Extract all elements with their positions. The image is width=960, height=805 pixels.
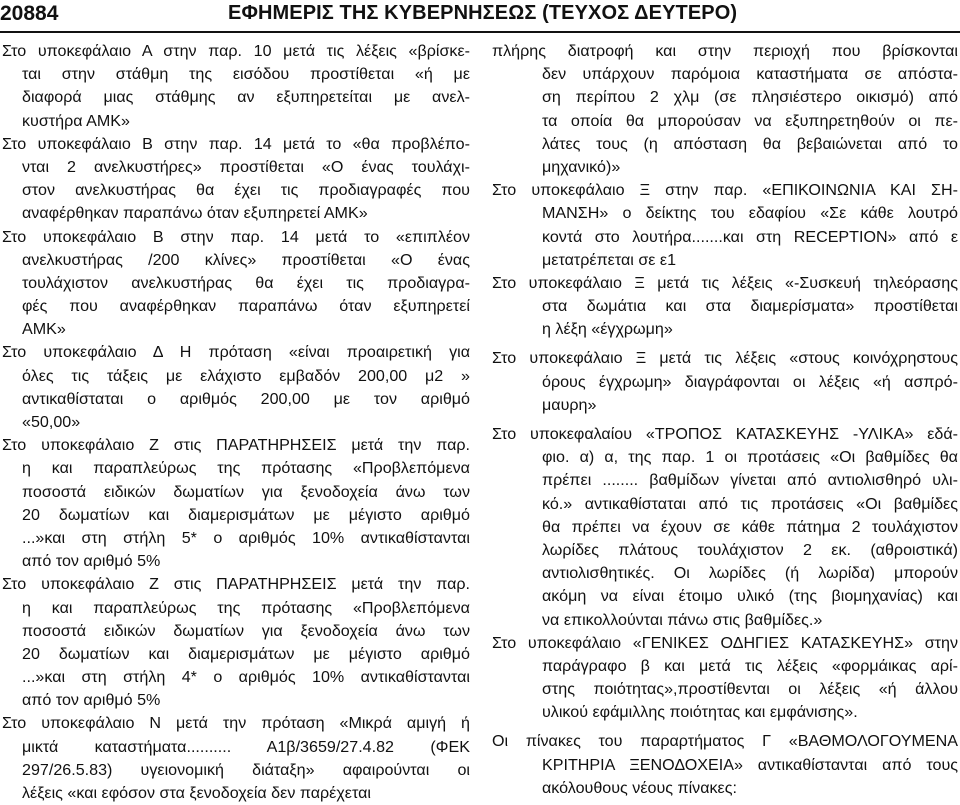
text-line: ΑΜΚ» xyxy=(22,320,66,339)
text-line: πλήρης διατροφή και στην περιοχή που βρίσκονται xyxy=(492,42,958,60)
text-line: Στο υποκεφάλαιο Ξ στην παρ. «ΕΠΙΚΟΙΝΩΝΙΑ ΚΑΙ ΣΗ- xyxy=(492,181,958,200)
text-line: πρέπει ........ βαθμίδων γίνεται από αντιολισθηρό υλι- xyxy=(542,471,958,490)
text-line: νται 2 ανελκυστήρες» προστίθεται «Ο ένας τουλάχι- xyxy=(22,157,470,176)
text-line: από τον αριθμό 5% xyxy=(22,552,161,571)
text-line: φιο. α) α, της παρ. 1 οι προτάσεις «Οι βαθμίδες θα xyxy=(542,448,958,467)
text-line: ΚΡΙΤΗΡΙΑ ΞΕΝΟΔΟΧΕΙΑ» αντικαθίστανται από τους xyxy=(542,755,958,774)
text-line: Στο υποκεφάλαιο Ν μετά την πρόταση «Μικρά αμιγή ή xyxy=(2,714,470,733)
text-line: κυστήρα ΑΜΚ» xyxy=(22,111,130,130)
paragraph xyxy=(492,730,958,800)
text-line: αναφέρθηκαν παραπάνω όταν εξυπηρετεί ΑΜΚ» xyxy=(22,204,368,223)
text-line: κό.» αντικαθίσταται από τις προτάσεις «Οι βαθμίδες xyxy=(542,494,958,513)
page-number: 20884 xyxy=(0,2,59,25)
text-line: 297/26.5.83) υγειονομική διάταξη» αφαιρούνται οι xyxy=(22,760,470,779)
gazette-title: ΕΦΗΜΕΡΙΣ ΤΗΣ ΚΥΒΕΡΝΗΣΕΩΣ (ΤΕΥΧΟΣ ΔΕΥΤΕΡΟ) xyxy=(228,2,738,24)
page-header xyxy=(0,0,960,30)
text-line: η λέξη «έγχρωμη» xyxy=(542,320,673,339)
text-line: Στο υποκεφάλαιο Ζ στις ΠΑΡΑΤΗΡΗΣΕΙΣ μετά την παρ. xyxy=(2,436,470,455)
text-line: υλικού εφάμιλλης ποιότητας και εμφάνισης». xyxy=(542,703,858,722)
text-line: αντιολισθητικές. Οι λωρίδες (ή λωρίδα) μπορούν xyxy=(542,564,958,583)
text-line: τουλάχιστον ανελκυστήρας θα έχει τις προδιαγρα- xyxy=(22,273,470,292)
text-line: ποσοστά ειδικών δωματίων για ξενοδοχεία άνω των xyxy=(22,621,470,640)
text-line: Στο υποκεφάλαιο Α στην παρ. 10 μετά τις λέξεις «βρίσκε- xyxy=(2,42,470,60)
text-line: μικτά καταστήματα.......... Α1β/3659/27.4.82 (ΦΕΚ xyxy=(22,737,470,756)
paragraph xyxy=(492,40,958,179)
text-line: η και παραπλεύρως της πρότασης «Προβλεπόμενα xyxy=(22,598,470,617)
paragraph xyxy=(2,226,470,342)
text-line: Στο υποκεφάλαιο «ΓΕΝΙΚΕΣ ΟΔΗΓΙΕΣ ΚΑΤΑΣΚΕΥΗΣ» στην xyxy=(492,633,958,652)
text-line: αντικαθίσταται ο αριθμός 200,00 με τον αριθμό xyxy=(22,389,470,408)
left-column xyxy=(2,40,470,805)
text-line: ση περίπου 2 χλμ (σε πλησιέστερο οικισμό) από xyxy=(542,88,958,107)
text-line: 20 δωματίων και διαμερισμάτων με μέγιστο αριθμό xyxy=(22,505,470,524)
paragraph xyxy=(2,341,470,434)
paragraph xyxy=(2,434,470,573)
paragraph xyxy=(492,632,958,725)
text-line: ΜΑΝΣΗ» ο δείκτης του εδαφίου «Σε κάθε λουτρό xyxy=(542,204,958,223)
text-line: «50,00» xyxy=(22,413,81,431)
text-line: ακόλουθους νέους πίνακες: xyxy=(542,778,737,797)
text-line: διαφορά μιας στάθμης αν εξυπηρετείται με ανελ- xyxy=(22,88,470,107)
paragraph xyxy=(2,712,470,805)
text-line: ...»και στη στήλη 4* ο αριθμός 10% αντικαθίστανται xyxy=(22,668,470,687)
text-line: κοντά στο λουτήρα.......και στη RECEPTION» από ε xyxy=(542,227,958,246)
text-line: Στο υποκεφάλαιο Ζ στις ΠΑΡΑΤΗΡΗΣΕΙΣ μετά την παρ. xyxy=(2,575,470,594)
paragraph xyxy=(492,423,958,632)
paragraph xyxy=(492,179,958,272)
text-line: ακόμη να είναι έτοιμο υλικό (της βιομηχανίας) και xyxy=(542,587,958,606)
text-line: μαυρη» xyxy=(542,395,597,414)
text-line: Στο υποκεφάλαιο Β στην παρ. 14 μετά το «θα προβλέπο- xyxy=(2,134,470,153)
text-line: ται στην στάθμη της εισόδου προστίθεται «ή με xyxy=(22,65,470,84)
text-line: στα δωμάτια και στα διαμερίσματα» προστίθεται xyxy=(542,297,958,316)
text-line: στον ανελκυστήρας θα έχει τις προδιαγραφές που xyxy=(22,181,470,200)
text-line: ...»και στη στήλη 5* ο αριθμός 10% αντικαθίστανται xyxy=(22,528,470,547)
text-line: όρους έγχρωμη» διαγράφονται οι λέξεις «ή ασπρό- xyxy=(542,372,958,391)
right-column xyxy=(492,40,958,800)
text-line: ποσοστά ειδικών δωματίων για ξενοδοχεία άνω των xyxy=(22,482,470,501)
text-line: τα οποία θα μπορούσαν να εξυπηρετηθούν οι πε- xyxy=(542,111,958,130)
text-line: Στο υποκεφάλαιο Ξ μετά τις λέξεις «στους κοινόχρηστους xyxy=(492,349,958,368)
text-line: Στο υποκεφάλαιο Ξ μετά τις λέξεις «-Συσκευή τηλεόρασης xyxy=(492,273,958,292)
text-line: από τον αριθμό 5% xyxy=(22,691,161,710)
text-line: παράγραφο β και μετά τις λέξεις «φορμάικας αρί- xyxy=(542,656,958,675)
text-line: μηχανικό)» xyxy=(542,157,621,176)
header-rule xyxy=(0,31,960,33)
text-line: θα πρέπει να έχουν σε κάθε πάτημα 2 τουλάχιστον xyxy=(542,517,958,536)
text-line: λέξεις «και εφόσον στα ξενοδοχεία δεν παρέχεται xyxy=(22,784,371,802)
text-line: δεν υπάρχουν παρόμοια καταστήματα σε απόστα- xyxy=(542,65,958,84)
text-line: μετατρέπεται σε ε1 xyxy=(542,250,677,269)
paragraph xyxy=(2,133,470,226)
text-line: ανελκυστήρας /200 κλίνες» προστίθεται «Ο ένας xyxy=(22,250,470,269)
text-line: Στο υποκεφάλαιο Δ Η πρόταση «είναι προαιρετική για xyxy=(2,343,470,362)
text-line: λάτες τους (η απόσταση θα βεβαιώνεται από το xyxy=(542,134,958,153)
text-line: λωρίδες πλάτους τουλάχιστον 2 εκ. (αθροιστικά) xyxy=(542,540,958,559)
paragraph xyxy=(2,40,470,133)
paragraph xyxy=(492,347,958,417)
paragraph xyxy=(2,573,470,712)
text-line: Στο υποκεφαλαίου «ΤΡΟΠΟΣ ΚΑΤΑΣΚΕΥΗΣ -ΥΛΙΚΑ» εδά- xyxy=(492,425,958,443)
text-line: Οι πίνακες του παραρτήματος Γ «ΒΑΘΜΟΛΟΓΟΥΜΕΝΑ xyxy=(492,732,958,751)
text-line: η και παραπλεύρως της πρότασης «Προβλεπόμενα xyxy=(22,459,470,478)
text-line: όλες τις τάξεις με ελάχιστο εμβαδόν 200,00 μ2 » xyxy=(22,366,470,385)
text-line: στης ποιότητας»,προστίθενται οι λέξεις «ή άλλου xyxy=(542,680,958,699)
paragraph xyxy=(492,272,958,342)
text-line: φές που αναφέρθηκαν παραπάνω όταν εξυπηρετεί xyxy=(22,297,470,316)
text-line: Στο υποκεφάλαιο Β στην παρ. 14 μετά το «επιπλέον xyxy=(2,227,470,246)
text-line: να επικολλούνται πάνω στις βαθμίδες.» xyxy=(542,610,823,629)
text-line: 20 δωματίων και διαμερισμάτων με μέγιστο αριθμό xyxy=(22,644,470,663)
